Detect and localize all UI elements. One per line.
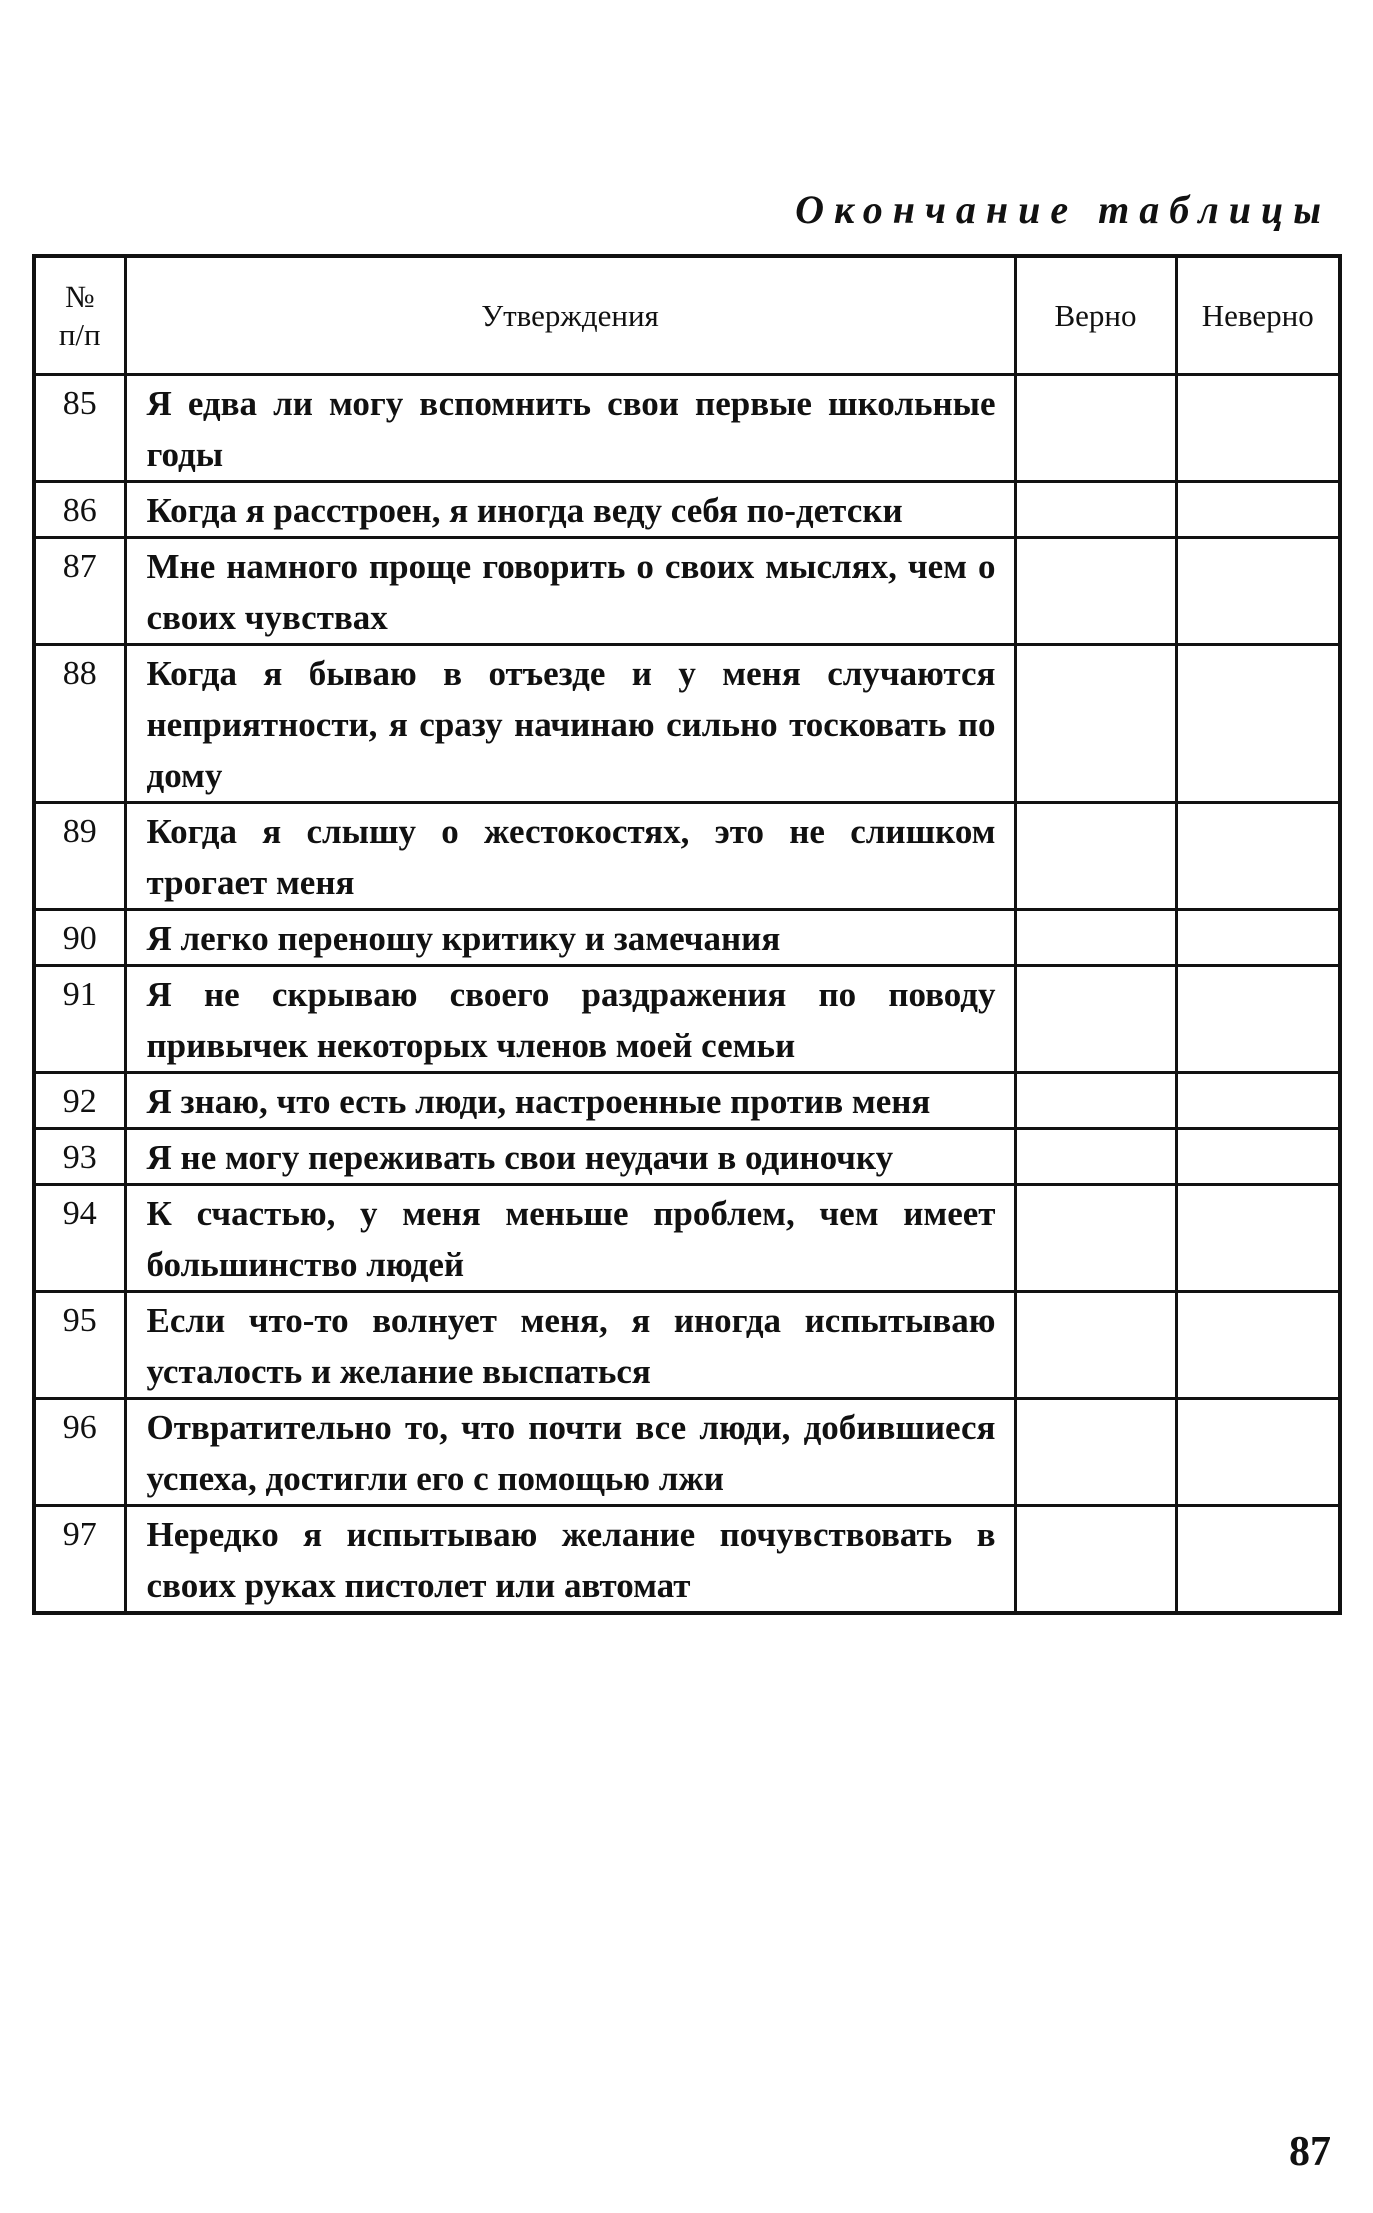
- table-row: [34, 538, 1340, 645]
- table-row: [34, 910, 1340, 966]
- answer-false-cell[interactable]: [1176, 1292, 1340, 1399]
- answer-false-cell[interactable]: [1176, 1506, 1340, 1614]
- table-row: [34, 645, 1340, 803]
- row-number: 96: [34, 1399, 125, 1506]
- table-row: [34, 1129, 1340, 1185]
- statement-text: Я не могу переживать свои неудачи в одиночку: [125, 1129, 1015, 1185]
- header-false: Неверно: [1176, 256, 1340, 375]
- statement-text: Я знаю, что есть люди, настроенные против меня: [125, 1073, 1015, 1129]
- table-row: [34, 482, 1340, 538]
- row-number: 92: [34, 1073, 125, 1129]
- row-number: 90: [34, 910, 125, 966]
- answer-false-cell[interactable]: [1176, 910, 1340, 966]
- row-number: 97: [34, 1506, 125, 1614]
- row-number: 91: [34, 966, 125, 1073]
- table-row: [34, 1506, 1340, 1614]
- answer-false-cell[interactable]: [1176, 1185, 1340, 1292]
- answer-false-cell[interactable]: [1176, 1073, 1340, 1129]
- answer-false-cell[interactable]: [1176, 966, 1340, 1073]
- row-number: 85: [34, 375, 125, 482]
- row-number: 86: [34, 482, 125, 538]
- table-row: [34, 1185, 1340, 1292]
- answer-true-cell[interactable]: [1015, 538, 1176, 645]
- table-row: [34, 375, 1340, 482]
- table-row: [34, 966, 1340, 1073]
- table-body: [34, 375, 1340, 1614]
- answer-true-cell[interactable]: [1015, 645, 1176, 803]
- answer-false-cell[interactable]: [1176, 375, 1340, 482]
- statement-text: Отвратительно то, что почти все люди, добившиеся успеха, достигли его с помощью лжи: [125, 1399, 1015, 1506]
- row-number: 93: [34, 1129, 125, 1185]
- answer-true-cell[interactable]: [1015, 1073, 1176, 1129]
- table-row: [34, 803, 1340, 910]
- header-number: [34, 256, 125, 375]
- header-number-symbol: №: [64, 278, 95, 314]
- statement-text: Когда я расстроен, я иногда веду себя по-детски: [125, 482, 1015, 538]
- answer-false-cell[interactable]: [1176, 803, 1340, 910]
- header-true: Верно: [1015, 256, 1176, 375]
- row-number: 88: [34, 645, 125, 803]
- answer-false-cell[interactable]: [1176, 645, 1340, 803]
- statement-text: Я не скрываю своего раздражения по поводу привычек некоторых членов моей семьи: [125, 966, 1015, 1073]
- answer-false-cell[interactable]: [1176, 538, 1340, 645]
- questionnaire-table: [32, 254, 1342, 1615]
- statement-text: Если что-то волнует меня, я иногда испытываю усталость и желание выспаться: [125, 1292, 1015, 1399]
- statement-text: Когда я слышу о жестокостях, это не слишком трогает меня: [125, 803, 1015, 910]
- statement-text: Я едва ли могу вспомнить свои первые школьные годы: [125, 375, 1015, 482]
- table-row: [34, 1292, 1340, 1399]
- answer-false-cell[interactable]: [1176, 482, 1340, 538]
- header-number-abbrev: п/п: [58, 316, 101, 352]
- answer-true-cell[interactable]: [1015, 910, 1176, 966]
- statement-text: Когда я бываю в отъезде и у меня случаются неприятности, я сразу начинаю сильно тосковать по дому: [125, 645, 1015, 803]
- page-number: 87: [1289, 2129, 1331, 2175]
- answer-true-cell[interactable]: [1015, 1399, 1176, 1506]
- answer-true-cell[interactable]: [1015, 1292, 1176, 1399]
- statement-text: Мне намного проще говорить о своих мыслях, чем о своих чувствах: [125, 538, 1015, 645]
- row-number: 87: [34, 538, 125, 645]
- answer-false-cell[interactable]: [1176, 1129, 1340, 1185]
- answer-true-cell[interactable]: [1015, 1185, 1176, 1292]
- statement-text: К счастью, у меня меньше проблем, чем имеет большинство людей: [125, 1185, 1015, 1292]
- row-number: 89: [34, 803, 125, 910]
- table-header-row: [34, 256, 1340, 375]
- answer-true-cell[interactable]: [1015, 1506, 1176, 1614]
- answer-true-cell[interactable]: [1015, 375, 1176, 482]
- answer-true-cell[interactable]: [1015, 803, 1176, 910]
- row-number: 95: [34, 1292, 125, 1399]
- row-number: 94: [34, 1185, 125, 1292]
- statement-text: Нередко я испытываю желание почувствовать в своих руках пистолет или автомат: [125, 1506, 1015, 1614]
- statement-text: Я легко переношу критику и замечания: [125, 910, 1015, 966]
- answer-true-cell[interactable]: [1015, 966, 1176, 1073]
- answer-true-cell[interactable]: [1015, 1129, 1176, 1185]
- answer-true-cell[interactable]: [1015, 482, 1176, 538]
- answer-false-cell[interactable]: [1176, 1399, 1340, 1506]
- table-caption: Окончание таблицы: [795, 187, 1331, 232]
- table-row: [34, 1399, 1340, 1506]
- header-statement: Утверждения: [125, 256, 1015, 375]
- table-row: [34, 1073, 1340, 1129]
